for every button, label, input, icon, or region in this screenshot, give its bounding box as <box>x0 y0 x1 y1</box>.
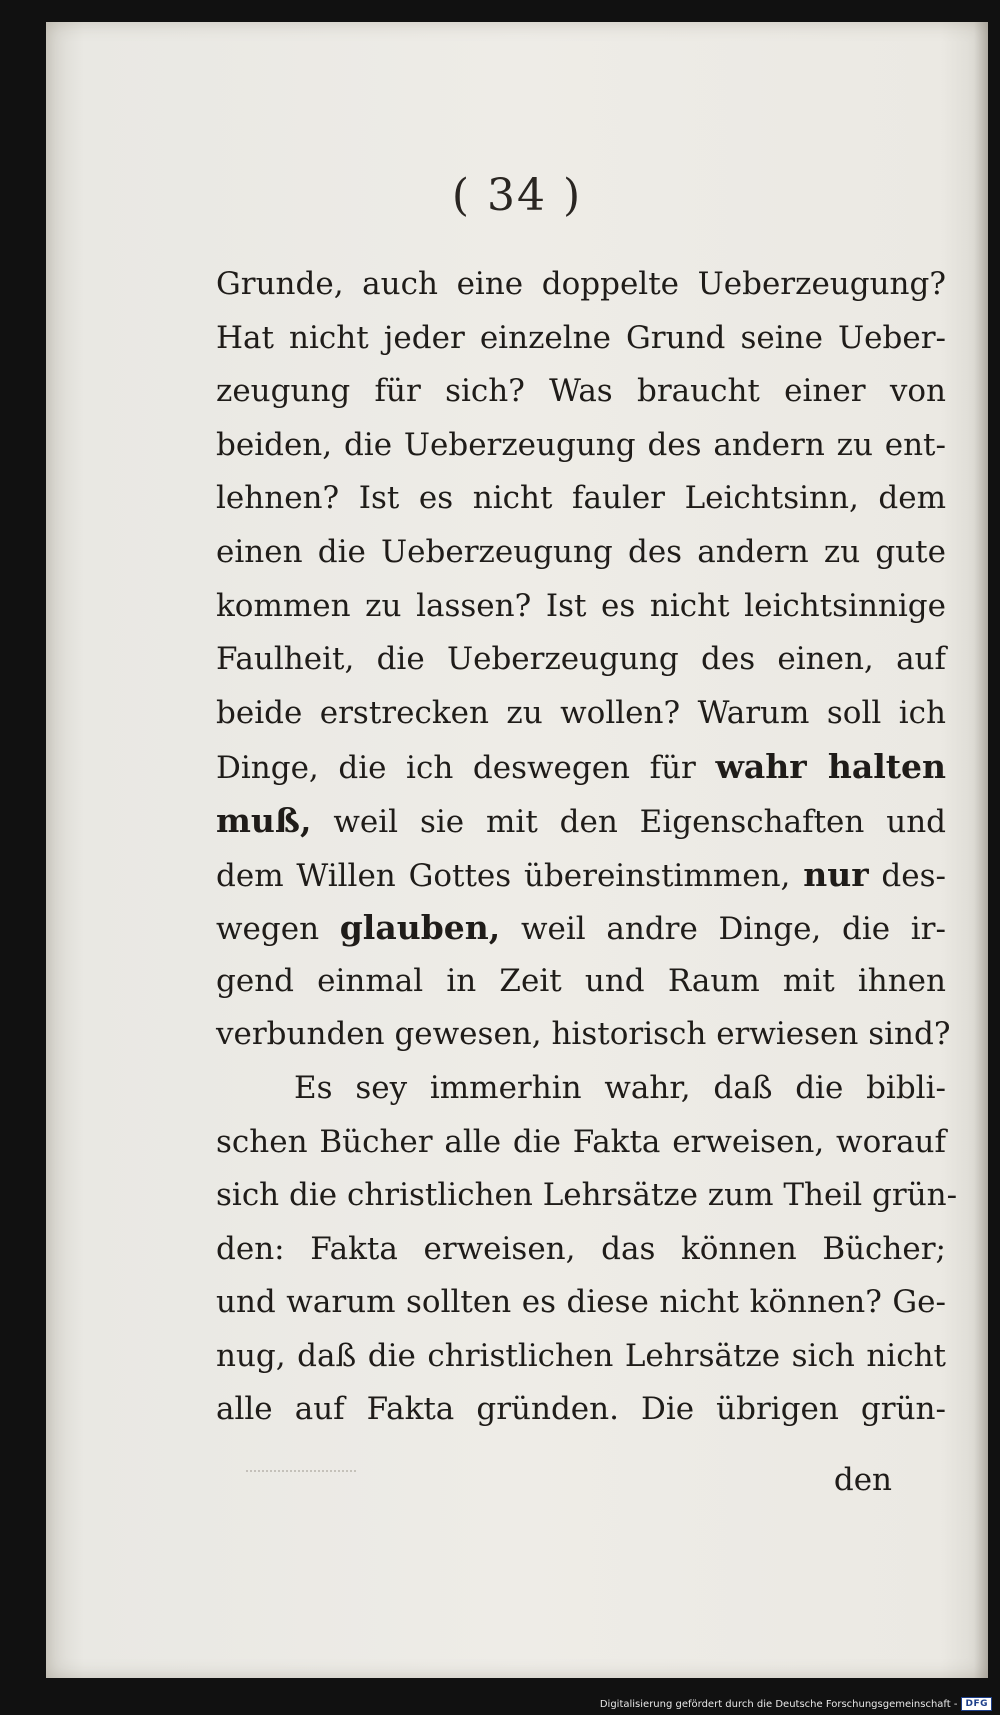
emphasis-text: muß, <box>216 800 312 840</box>
dfg-logo: DFG <box>961 1697 992 1711</box>
text-line: den: Fakta erweisen, das können Bücher; <box>216 1230 946 1267</box>
text-line: Faulheit, die Ueberzeugung des einen, auf <box>216 641 946 678</box>
text-line: Grunde, auch eine doppelte Ueberzeugung? <box>216 266 946 302</box>
text-fragment: weil sie mit den Eigenschaften und <box>333 803 946 840</box>
text-line: sich die christlichen Lehrsätze zum Theil grün- <box>216 1177 958 1214</box>
emphasis-text: glauben, <box>339 908 501 948</box>
text-line <box>216 740 946 794</box>
text-line: einen die Ueberzeugung des andern zu gute <box>216 533 946 570</box>
text-fragment: weil andre Dinge, die ir- <box>520 911 946 948</box>
text-fragment: des- <box>881 857 946 894</box>
credit-text: Digitalisierung gefördert durch die Deutsche Forschungsgemeinschaft - <box>599 1698 958 1710</box>
body-text <box>216 258 958 1437</box>
text-line: gend einmal in Zeit und Raum mit ihnen <box>216 962 946 999</box>
text-fragment: dem Willen Gottes übereinstimmen, <box>216 857 791 894</box>
text-line: Es sey immerhin wahr, daß die bibli- <box>294 1069 946 1106</box>
text-line: alle auf Fakta gründen. Die übrigen grün- <box>216 1391 946 1428</box>
text-line: kommen zu lassen? Ist es nicht leichtsinnige <box>216 587 946 624</box>
page-number: ( 34 ) <box>451 170 583 221</box>
text-line: beiden, die Ueberzeugung des andern zu ent- <box>216 426 946 463</box>
text-line: nug, daß die christlichen Lehrsätze sich nicht <box>216 1337 946 1374</box>
book-page <box>46 22 988 1678</box>
digitization-credit <box>600 1697 992 1711</box>
text-line: lehnen? Ist es nicht fauler Leichtsinn, dem <box>216 480 946 517</box>
page-edge-shadow <box>974 22 988 1678</box>
text-line: verbunden gewesen, historisch erwiesen sind? <box>216 1016 951 1053</box>
text-fragment: Dinge, die ich deswegen für <box>216 750 696 787</box>
text-line <box>216 794 946 848</box>
text-fragment: wegen <box>216 911 320 948</box>
emphasis-text: nur <box>803 854 869 894</box>
catchword: den <box>833 1462 892 1498</box>
text-line: und warum sollten es diese nicht können? Ge- <box>216 1284 946 1321</box>
text-line: schen Bücher alle die Fakta erweisen, worauf <box>216 1123 946 1160</box>
text-line <box>216 848 946 902</box>
text-line: zeugung für sich? Was braucht einer von <box>216 373 946 410</box>
emphasis-text: wahr halten <box>715 747 947 787</box>
text-line <box>216 901 946 955</box>
text-line: Hat nicht jeder einzelne Grund seine Ueber- <box>216 319 946 356</box>
ink-smudge <box>246 1470 356 1478</box>
text-line: beide erstrecken zu wollen? Warum soll ich <box>216 694 946 731</box>
